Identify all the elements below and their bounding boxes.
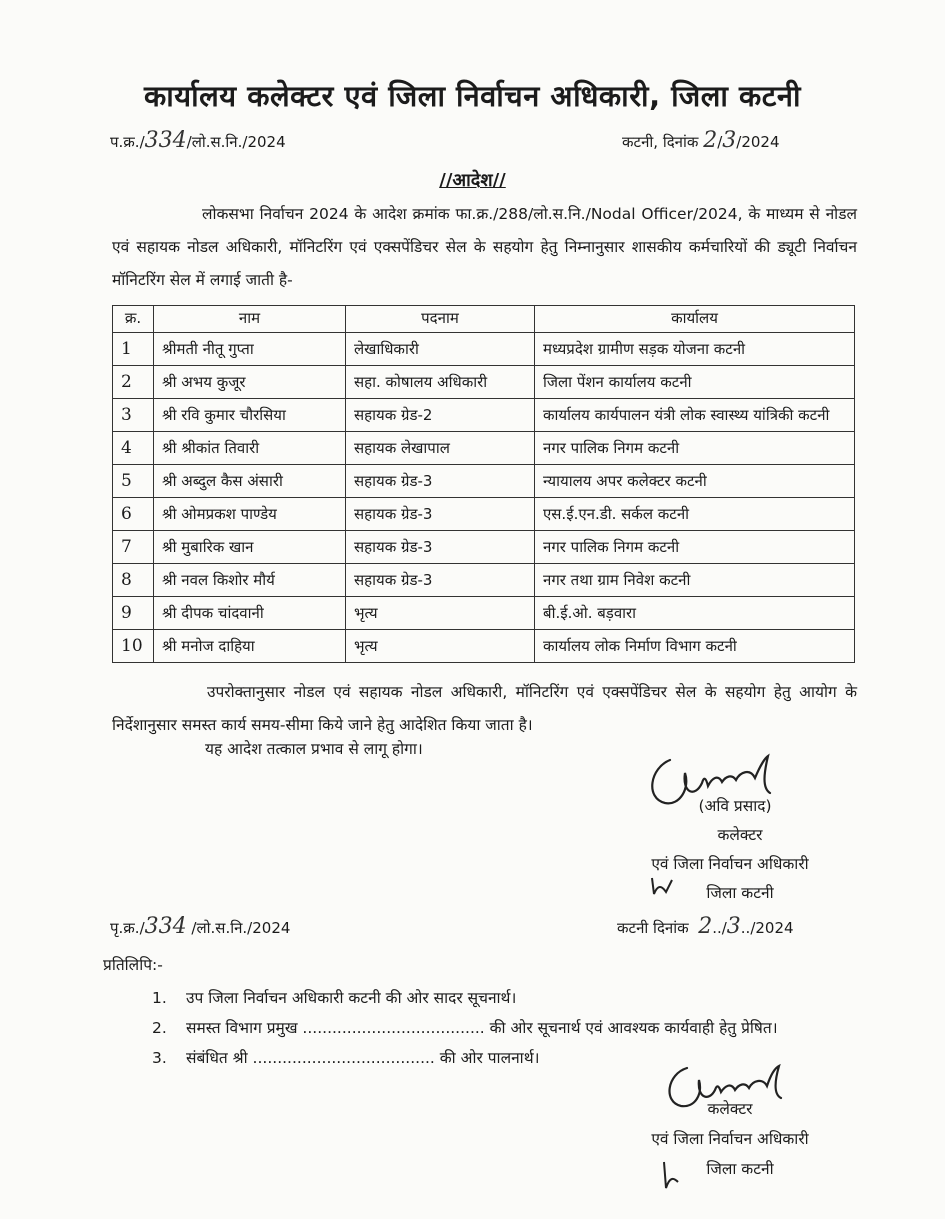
table-header-row	[113, 306, 855, 333]
order-date: कटनी, दिनांक 2/3/2024	[622, 128, 780, 153]
row-name: श्री नवल किशोर मौर्य	[154, 564, 346, 597]
row-serial: 10	[113, 630, 154, 663]
row-name: श्री मुबारिक खान	[154, 531, 346, 564]
col-office: कार्यालय	[535, 306, 855, 333]
table-row	[113, 399, 855, 432]
handwritten-copy-ref: 334	[144, 914, 187, 939]
row-name: श्री ओमप्रकश पाण्डेय	[154, 498, 346, 531]
officer-name: (अवि प्रसाद)	[698, 797, 772, 815]
row-serial: 8	[113, 564, 154, 597]
intro-paragraph: लोकसभा निर्वाचन 2024 के आदेश क्रमांक फा.क्र./288/लो.स.नि./Nodal Officer/2024, के माध्यम से नोडल एवं सहायक नोडल अधिकारी, मॉनिटरिंग एवं एक्सपेंडिचर सेल के सहयोग हेतु निम्नानुसार शासकीय कर्मचारियों की ड्यूटी निर्वाचन मॉनिटरिंग सेल में लगाई जाती है-	[112, 205, 857, 289]
handwritten-date-day: 2	[703, 128, 718, 153]
list-item: 3. संबंधित श्री ..................................... की ओर पालनार्थ।	[152, 1049, 540, 1067]
office-title: कार्यालय कलेक्टर एवं जिला निर्वाचन अधिकारी, जिला कटनी	[144, 79, 801, 113]
instruction-paragraph: उपरोक्तानुसार नोडल एवं सहायक नोडल अधिकारी, मॉनिटरिंग एवं एक्सपेंडिचर सेल के सहयोग हेतु आयोग के निर्देशानुसार समस्त कार्य समय-सीमा किये जाने हेतु आदेशित किया जाता है।	[112, 683, 857, 734]
reference-number: प.क्र./334/लो.स.नि./2024	[110, 128, 286, 153]
list-item: 2. समस्त विभाग प्रमुख ..................................... की ओर सूचनार्थ एवं आवश्यक कार्यवाही हेतु प्रेषित।	[152, 1019, 778, 1037]
row-office: नगर पालिक निगम कटनी	[535, 531, 855, 564]
sign2-district: जिला कटनी	[706, 1160, 774, 1178]
row-serial: 3	[113, 399, 154, 432]
row-designation: सहा. कोषालय अधिकारी	[346, 366, 535, 399]
table-row	[113, 432, 855, 465]
copy-date: कटनी दिनांक 2../3../2024	[617, 914, 794, 939]
row-designation: भृत्य	[346, 630, 535, 663]
row-name: श्री दीपक चांदवानी	[154, 597, 346, 630]
row-name: श्री रवि कुमार चौरसिया	[154, 399, 346, 432]
sign2-designation: कलेक्टर	[707, 1100, 753, 1118]
row-office: जिला पेंशन कार्यालय कटनी	[535, 366, 855, 399]
row-designation: सहायक ग्रेड-2	[346, 399, 535, 432]
sign2-designation-2: एवं जिला निर्वाचन अधिकारी	[651, 1130, 809, 1148]
handwritten-date-month: 3	[722, 128, 737, 153]
handwritten-copy-day: 2	[698, 914, 713, 939]
row-office: कार्यालय लोक निर्माण विभाग कटनी	[535, 630, 855, 663]
table-row	[113, 630, 855, 663]
row-name: श्री मनोज दाहिया	[154, 630, 346, 663]
table-row	[113, 366, 855, 399]
row-serial: 5	[113, 465, 154, 498]
copy-label: प्रतिलिपि:-	[103, 956, 163, 974]
sign1-designation-2: एवं जिला निर्वाचन अधिकारी	[651, 855, 809, 873]
row-designation: भृत्य	[346, 597, 535, 630]
order-heading: //आदेश//	[439, 170, 506, 191]
row-office: एस.ई.एन.डी. सर्कल कटनी	[535, 498, 855, 531]
row-office: न्यायालय अपर कलेक्टर कटनी	[535, 465, 855, 498]
row-name: श्री अभय कुजूर	[154, 366, 346, 399]
row-serial: 1	[113, 333, 154, 366]
row-designation: सहायक ग्रेड-3	[346, 564, 535, 597]
handwritten-copy-month: 3	[726, 914, 741, 939]
table-row	[113, 531, 855, 564]
copy-reference-number: पृ.क्र./334 /लो.स.नि./2024	[110, 914, 291, 939]
duty-table	[112, 305, 855, 663]
row-serial: 4	[113, 432, 154, 465]
table-row	[113, 498, 855, 531]
handwritten-ref-number: 334	[144, 128, 187, 153]
row-serial: 7	[113, 531, 154, 564]
table-row	[113, 333, 855, 366]
sign1-designation: कलेक्टर	[717, 826, 763, 844]
row-name: श्रीमती नीतू गुप्ता	[154, 333, 346, 366]
row-office: बी.ई.ओ. बड़वारा	[535, 597, 855, 630]
row-designation: सहायक लेखापाल	[346, 432, 535, 465]
row-office: कार्यालय कार्यपालन यंत्री लोक स्वास्थ्य यांत्रिकी कटनी	[535, 399, 855, 432]
list-item: 1. उप जिला निर्वाचन अधिकारी कटनी की ओर सादर सूचनार्थ।	[152, 989, 517, 1007]
row-office: नगर पालिक निगम कटनी	[535, 432, 855, 465]
row-serial: 2	[113, 366, 154, 399]
sign1-district: जिला कटनी	[706, 884, 774, 902]
table-row	[113, 564, 855, 597]
row-designation: सहायक ग्रेड-3	[346, 531, 535, 564]
row-serial: 9	[113, 597, 154, 630]
row-office: नगर तथा ग्राम निवेश कटनी	[535, 564, 855, 597]
col-name: नाम	[154, 306, 346, 333]
table-row	[113, 597, 855, 630]
effect-paragraph: यह आदेश तत्काल प्रभाव से लागू होगा।	[205, 740, 423, 758]
row-designation: सहायक ग्रेड-3	[346, 498, 535, 531]
table-row	[113, 465, 855, 498]
row-name: श्री श्रीकांत तिवारी	[154, 432, 346, 465]
row-name: श्री अब्दुल कैस अंसारी	[154, 465, 346, 498]
col-serial: क्र.	[113, 306, 154, 333]
col-designation: पदनाम	[346, 306, 535, 333]
row-designation: लेखाधिकारी	[346, 333, 535, 366]
row-office: मध्यप्रदेश ग्रामीण सड़क योजना कटनी	[535, 333, 855, 366]
row-serial: 6	[113, 498, 154, 531]
row-designation: सहायक ग्रेड-3	[346, 465, 535, 498]
